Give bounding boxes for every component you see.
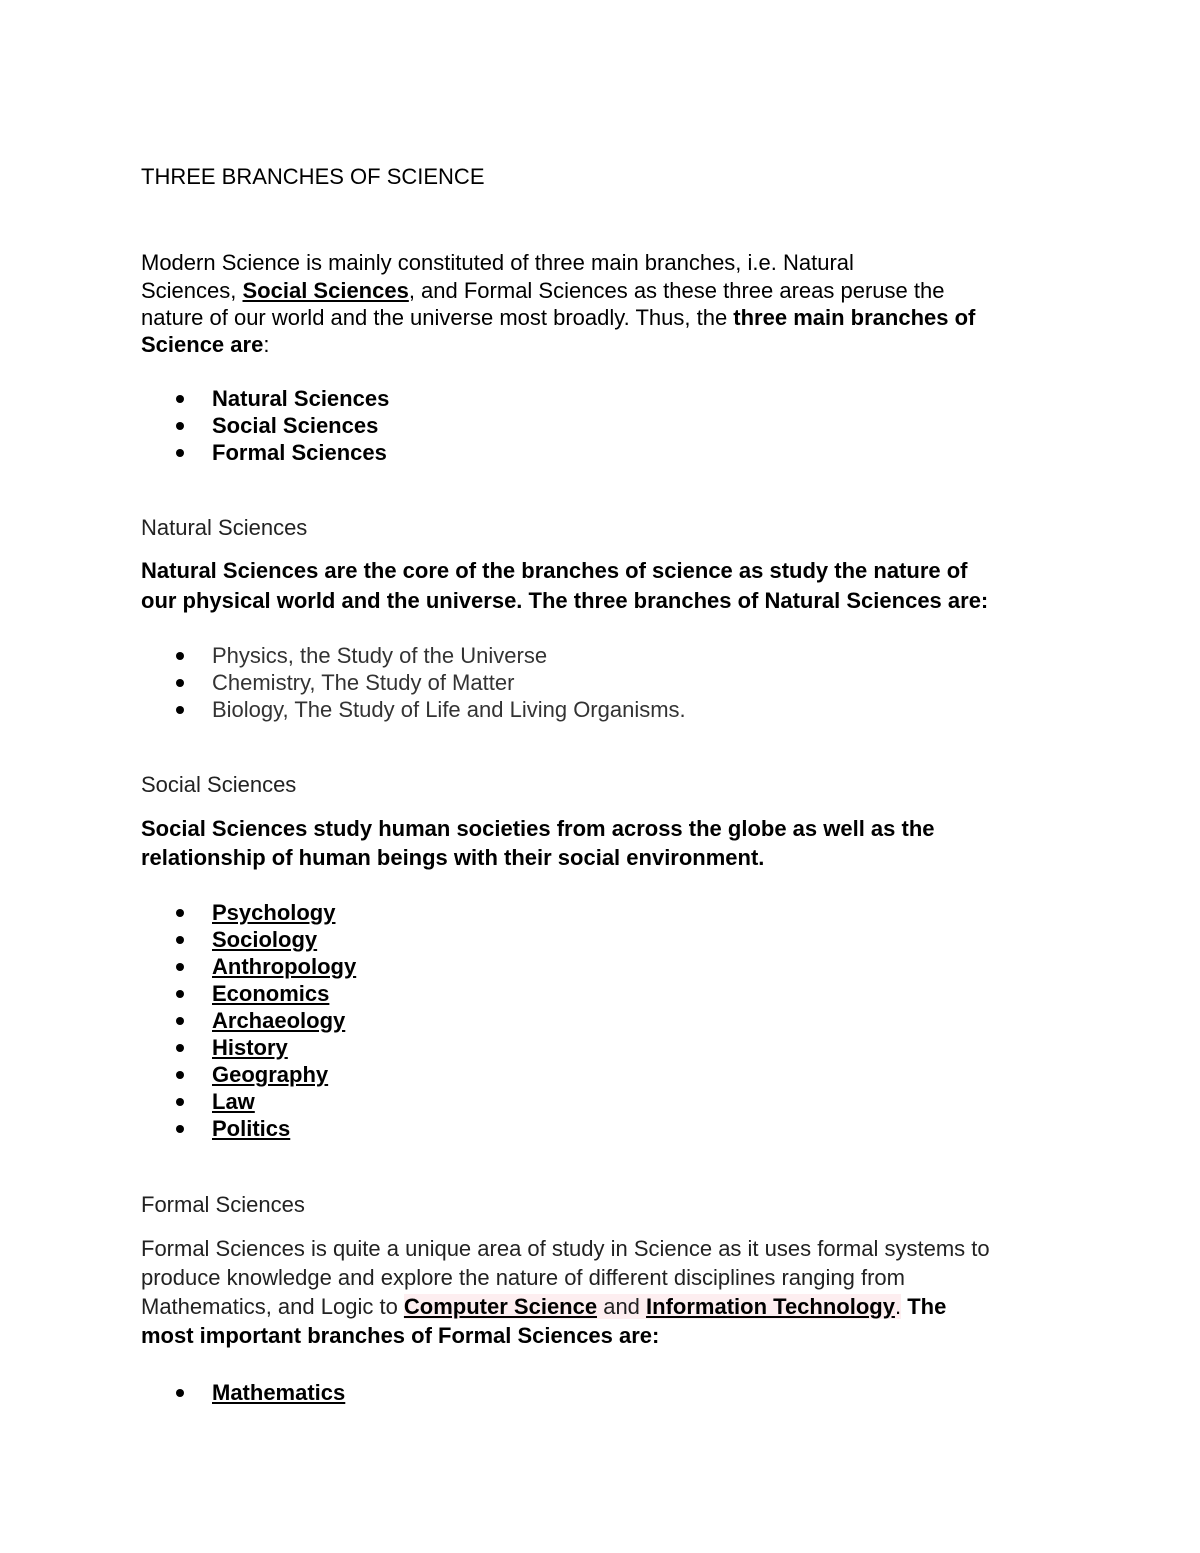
list-item xyxy=(141,1115,356,1142)
intro-line-4 xyxy=(141,331,269,359)
social-desc-line-2: relationship of human beings with their social environment. xyxy=(141,845,765,870)
intro-bold-text: three main branches of xyxy=(733,305,976,330)
list-item xyxy=(141,926,356,953)
formal-bold-text: The xyxy=(901,1294,947,1319)
formal-text: and xyxy=(597,1294,647,1319)
intro-text: : xyxy=(263,332,270,357)
list-item: Formal Sciences xyxy=(141,439,389,466)
social-desc-line-1: Social Sciences study human societies from across the globe as well as the xyxy=(141,816,935,841)
social-sciences-heading: Social Sciences xyxy=(141,772,297,797)
formal-line-3 xyxy=(141,1292,946,1321)
anthropology-link[interactable]: Anthropology xyxy=(212,954,357,979)
list-item: Physics, the Study of the Universe xyxy=(141,642,686,669)
natural-desc-line-1: Natural Sciences are the core of the branches of science as study the nature of xyxy=(141,558,968,583)
formal-sciences-heading: Formal Sciences xyxy=(141,1192,305,1217)
list-item xyxy=(141,899,356,926)
formal-line-4: most important branches of Formal Sciences are: xyxy=(141,1323,660,1348)
list-item: Social Sciences xyxy=(141,412,389,439)
social-sciences-link[interactable]: Social Sciences xyxy=(242,278,409,303)
intro-text: nature of our world and the universe most broadly. Thus, the xyxy=(141,305,734,330)
formal-line-1: Formal Sciences is quite a unique area of study in Science as it uses formal systems to xyxy=(141,1236,990,1261)
archaeology-link[interactable]: Archaeology xyxy=(212,1008,346,1033)
list-item xyxy=(141,953,356,980)
computer-science-link[interactable]: Computer Science xyxy=(403,1294,598,1319)
page-title: THREE BRANCHES OF SCIENCE xyxy=(141,164,485,189)
social-sciences-list xyxy=(141,899,356,1142)
psychology-link[interactable]: Psychology xyxy=(212,900,336,925)
geography-link[interactable]: Geography xyxy=(212,1062,329,1087)
intro-bold-text: Science are xyxy=(141,332,264,357)
intro-text: Sciences, xyxy=(141,278,243,303)
natural-desc-line-2: our physical world and the universe. The three branches of Natural Sciences are: xyxy=(141,588,989,613)
natural-sciences-list xyxy=(141,642,686,723)
history-link[interactable]: History xyxy=(212,1035,288,1060)
formal-line-2: produce knowledge and explore the nature of different disciplines ranging from xyxy=(141,1265,905,1290)
economics-link[interactable]: Economics xyxy=(212,981,330,1006)
list-item xyxy=(141,1034,356,1061)
intro-line-2 xyxy=(141,277,944,305)
list-item xyxy=(141,980,356,1007)
intro-line-1: Modern Science is mainly constituted of three main branches, i.e. Natural xyxy=(141,250,854,275)
formal-text: Mathematics, and Logic to xyxy=(141,1294,404,1319)
list-item: Chemistry, The Study of Matter xyxy=(141,669,686,696)
formal-sciences-list xyxy=(141,1379,345,1406)
list-item xyxy=(141,1007,356,1034)
mathematics-link[interactable]: Mathematics xyxy=(212,1380,346,1405)
list-item xyxy=(141,1061,356,1088)
list-item xyxy=(141,1088,356,1115)
intro-line-3 xyxy=(141,304,975,332)
list-item: Biology, The Study of Life and Living Organisms. xyxy=(141,696,686,723)
main-branches-list xyxy=(141,385,389,466)
sociology-link[interactable]: Sociology xyxy=(212,927,318,952)
information-technology-link[interactable]: Information Technology xyxy=(646,1294,895,1319)
law-link[interactable]: Law xyxy=(212,1089,255,1114)
natural-sciences-heading: Natural Sciences xyxy=(141,515,308,540)
intro-text: , and Formal Sciences as these three areas peruse the xyxy=(408,278,945,303)
list-item: Natural Sciences xyxy=(141,385,389,412)
formal-text: . xyxy=(894,1294,902,1319)
politics-link[interactable]: Politics xyxy=(212,1116,291,1141)
list-item xyxy=(141,1379,345,1406)
